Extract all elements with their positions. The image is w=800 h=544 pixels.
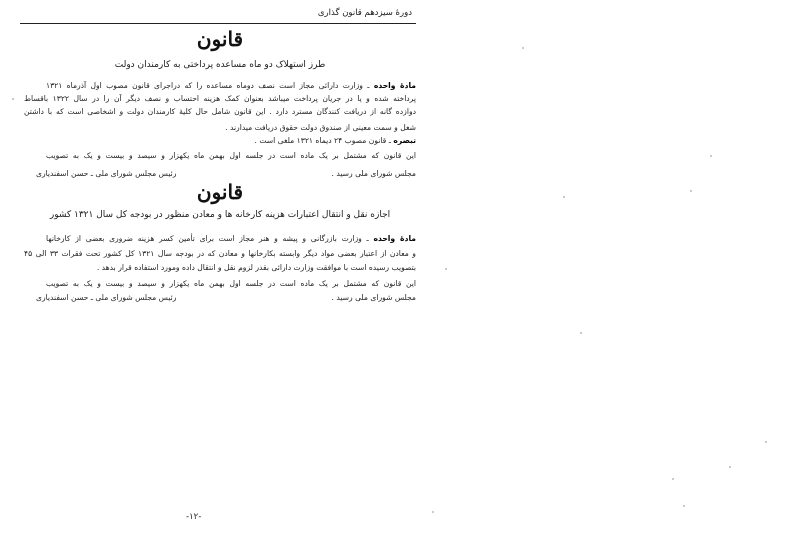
scan-speck: [445, 268, 447, 270]
approval-line: این قانون که مشتمل بر یک ماده است در جلسه اول بهمن ماه یکهزار و سیصد و بیست و یک به تصویب: [46, 279, 416, 288]
article-text: ـ وزارت بازرگانی و پیشه و هنر مجاز است برای تأمین کسر هزینه ضروری بعضی از کارخانها: [46, 234, 369, 243]
approval-end: مجلس شورای ملی رسید .: [331, 293, 416, 302]
scan-speck: [729, 466, 731, 468]
article-line: پرداخته شده و یا در جریان پرداخت میباشد بعنوان کمک هزینه احتساب و نصف دیگر آن را در سال ۱۳۲۲ باقساط: [24, 94, 416, 103]
approval-end: مجلس شورای ملی رسید .: [331, 169, 416, 178]
article-label: مادهٔ واحده: [373, 234, 416, 243]
article-line: بتصویب رسیده است با موافقت وزارت دارائی بقدر لزوم نقل و انتقال داده ومورد استفاده قرار بدهد .: [96, 263, 416, 272]
article-line: شغل و سمت معینی از صندوق دولت حقوق دریافت میدارند .: [225, 123, 416, 132]
scan-speck: [683, 505, 685, 507]
header-rule: [20, 23, 416, 24]
note-line: [46, 135, 416, 147]
signature: رئیس مجلس شورای ملی ـ حسن اسفندیاری: [36, 169, 177, 178]
article-line: [46, 233, 416, 245]
scan-speck: [765, 441, 767, 443]
running-header: دورهٔ سیزدهم قانون گذاری: [317, 8, 412, 18]
page-number: -۱۲-: [186, 512, 202, 522]
law-subtitle: اجازه نقل و انتقال اعتبارات هزینه کارخانه ها و معادن منظور در بودجه کل سال ۱۳۲۱ کشور: [49, 210, 391, 220]
article-line: دوازده گانه از دریافت کنندگان مسترد دارد . این قانون شامل حال کلیهٔ کارمندان دولت و اشخاصی است که با داشتن: [24, 107, 416, 116]
scan-speck: [580, 332, 582, 334]
law-heading: قانون: [196, 180, 244, 204]
law-heading: قانون: [196, 27, 244, 51]
scan-speck: [690, 190, 692, 192]
article-text: ـ وزارت دارائی مجاز است نصف دوماه مساعده را که دراجرای قانون مصوب اول آذرماه ۱۳۲۱: [46, 81, 370, 90]
note-label: تبصره: [393, 136, 416, 145]
scan-speck: [432, 511, 434, 513]
note-text: ـ قانون مصوب ۲۴ دیماه ۱۳۲۱ ملغی است .: [254, 136, 391, 145]
scan-speck: [563, 196, 565, 198]
law-subtitle: طرز استهلاک دو ماه مساعده پرداختی به کارمندان دولت: [114, 60, 326, 70]
scan-speck: [522, 47, 524, 49]
scan-speck: [710, 155, 712, 157]
article-line: [46, 80, 416, 92]
approval-line: این قانون که مشتمل بر یک ماده است در جلسه اول بهمن ماه یکهزار و سیصد و بیست و یک به تصویب: [46, 151, 416, 160]
scan-speck: [12, 98, 14, 100]
article-label: مادهٔ واحده: [373, 81, 416, 90]
signature: رئیس مجلس شورای ملی ـ حسن اسفندیاری: [36, 293, 177, 302]
article-line: و معادن از اعتبار بعضی مواد دیگر وابسته بکارخانها و معادن که در بودجه سال ۱۳۲۱ کل کشور تحت فقرات ۳۳ الی ۴۵: [24, 249, 416, 258]
scan-speck: [672, 478, 674, 480]
